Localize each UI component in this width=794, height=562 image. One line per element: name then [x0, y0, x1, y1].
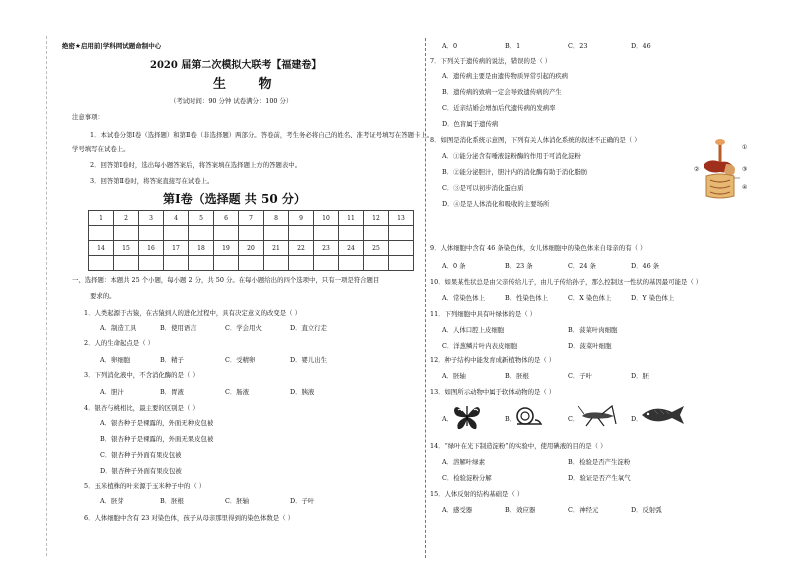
option[interactable]: B．②能分泌胆汁，胆汁内的消化酶有助于消化脂肪 [442, 168, 588, 176]
diagram-label: ③ [742, 166, 748, 173]
note-2: 2．回答第Ⅰ卷时，选出每小题答案后，将答案填在选择题上方的答题表中。 [90, 161, 302, 169]
option[interactable]: D．色盲属于遗传病 [442, 120, 499, 128]
option[interactable]: D．反射弧 [631, 506, 662, 514]
option[interactable]: B．胚根 [505, 372, 529, 380]
option[interactable]: D．胰液 [290, 388, 315, 396]
option[interactable]: C．23 [568, 42, 588, 50]
option[interactable]: D．胚 [631, 372, 649, 380]
section-title: 第Ⅰ卷（选择题 共 50 分） [163, 192, 306, 206]
question-stem: 15．人体反射的结构基础是（ ） [430, 490, 524, 498]
option[interactable]: B．胚根 [160, 497, 184, 505]
question-stem: 10．如果某性状总是由父亲传给儿子，由儿子传给孙子，那么控制这一性状的基因最可能是（ ） [430, 278, 703, 286]
answer-cell[interactable] [264, 226, 289, 241]
option[interactable]: B．效应器 [505, 506, 536, 514]
option[interactable]: C． [568, 415, 580, 423]
grid-cell: 13 [389, 211, 414, 226]
grid-cell: 3 [139, 211, 164, 226]
question-stem: 3．下列消化液中，不含消化酶的是（ ） [84, 371, 199, 379]
answer-cell[interactable] [339, 256, 364, 271]
option[interactable]: A．0 条 [442, 262, 466, 270]
instructions-cont: 要求的。 [90, 292, 116, 300]
answer-cell[interactable] [339, 226, 364, 241]
diagram-label: ① [742, 144, 748, 151]
option[interactable]: B．遗传病的致病一定会导致遗传病的产生 [442, 88, 562, 96]
butterfly-image [452, 400, 482, 432]
answer-cell[interactable] [389, 226, 414, 241]
answer-cell[interactable] [114, 256, 139, 271]
binding-line [46, 36, 47, 556]
question-stem: 1．人类起源于古猿，在古猿到人的进化过程中，具有决定意义的改变是（ ） [84, 309, 301, 317]
option[interactable]: B．使用语言 [160, 324, 197, 332]
option[interactable]: C．③是可以初步消化蛋白质 [442, 184, 524, 192]
option[interactable]: D．直立行走 [290, 324, 328, 332]
grid-cell: 7 [239, 211, 264, 226]
grid-cell: 20 [239, 241, 264, 256]
option[interactable]: A．胆汁 [100, 388, 124, 396]
note-1-cont: 学号填写在试卷上。 [72, 145, 130, 153]
option[interactable]: A．遗传病主要是由遗传物质异常引起的疾病 [442, 72, 569, 80]
answer-cell[interactable] [214, 226, 239, 241]
option[interactable]: C．肠液 [225, 388, 250, 396]
option[interactable]: C．检验淀粉分解 [442, 474, 492, 482]
option[interactable]: A．0 [442, 42, 458, 50]
option[interactable]: A． [442, 415, 454, 423]
question-stem: 5．玉米植株的叶来源于玉米种子中的（ ） [84, 482, 206, 490]
option[interactable]: B．检验是否产生淀粉 [568, 458, 631, 466]
answer-cell[interactable] [89, 256, 114, 271]
answer-cell[interactable] [164, 256, 189, 271]
option[interactable]: C．近亲结婚会增加后代遗传病的发病率 [442, 104, 556, 112]
answer-cell[interactable] [139, 226, 164, 241]
option[interactable]: C．X 染色体上 [568, 294, 612, 302]
option[interactable]: A．胚芽 [100, 497, 124, 505]
answer-cell[interactable] [314, 256, 339, 271]
fish-image [640, 404, 686, 426]
grid-cell: 1 [89, 211, 114, 226]
grid-cell: 23 [314, 241, 339, 256]
instructions: 一、选择题：本题共 25 个小题，每小题 2 分，共 50 分。在每小题给出的四个选项中，只有一项是符合题目 [72, 276, 380, 284]
answer-cell[interactable] [214, 256, 239, 271]
question-stem: 12．种子结构中能发育成新植物体的是（ ） [430, 356, 556, 364]
grid-cell: 12 [364, 211, 389, 226]
answer-cell[interactable] [239, 226, 264, 241]
grid-cell: 16 [139, 241, 164, 256]
question-stem: 9．人体细胞中含有 46 条染色体，女儿体细胞中的染色体来自母亲的有（ ） [430, 244, 647, 252]
option[interactable]: A．溶解叶绿素 [442, 458, 485, 466]
grid-cell: 21 [264, 241, 289, 256]
grid-cell: 5 [189, 211, 214, 226]
column-divider [425, 38, 426, 558]
option[interactable]: A．常染色体上 [442, 294, 485, 302]
answer-cell[interactable] [114, 226, 139, 241]
option[interactable]: C．银杏种子外面有果皮包被 [100, 451, 182, 459]
grid-cell: 19 [214, 241, 239, 256]
option[interactable]: C．受精卵 [225, 356, 256, 364]
option[interactable]: A．卵细胞 [100, 356, 131, 364]
question-stem: 7．下列关于遗传病的说法，错误的是（ ） [430, 57, 552, 65]
grid-cell: 15 [114, 241, 139, 256]
confidential-header: 绝密★启用前|学科网试题命制中心 [62, 42, 162, 50]
option[interactable]: B． [505, 415, 517, 423]
answer-cell[interactable] [389, 256, 414, 271]
note-1: 1．本试卷分第Ⅰ卷（选择题）和第Ⅱ卷（非选择题）两部分。答卷前，考生务必将自己的姓名、准考证号填写在答题卡上。 [90, 131, 434, 139]
option[interactable]: D．菠菜叶细胞 [568, 342, 612, 350]
grid-cell: 8 [264, 211, 289, 226]
answer-cell[interactable] [189, 256, 214, 271]
answer-cell[interactable] [364, 256, 389, 271]
option[interactable]: A．制造工具 [100, 324, 137, 332]
option[interactable]: D．银杏种子外面有果皮包被 [100, 467, 182, 475]
answer-cell[interactable] [289, 256, 314, 271]
answer-cell[interactable] [314, 226, 339, 241]
grid-cell: 4 [164, 211, 189, 226]
question-stem: 11．下列细胞中具有叶绿体的是（ ） [430, 310, 537, 318]
grid-cell: 24 [339, 241, 364, 256]
grid-cell: 14 [89, 241, 114, 256]
notes-title: 注意事项： [72, 113, 104, 121]
answer-cell[interactable] [189, 226, 214, 241]
option[interactable]: C．洋葱鳞片叶内表皮细胞 [442, 342, 518, 350]
grid-cell: 18 [189, 241, 214, 256]
subject-title: 生 物 [213, 77, 286, 92]
option[interactable]: D．子叶 [290, 497, 315, 505]
grasshopper-image [578, 404, 618, 428]
option[interactable]: C．子叶 [568, 372, 593, 380]
snail-image [515, 406, 543, 426]
answer-cell[interactable] [164, 226, 189, 241]
grid-cell: 10 [314, 211, 339, 226]
answer-cell[interactable] [239, 256, 264, 271]
option[interactable]: A．①能分泌含有唾液淀粉酶的作用于可消化淀粉 [442, 152, 581, 160]
option[interactable]: C．胚轴 [225, 497, 250, 505]
question-stem: 8．如图是消化系统示意图，下列有关人体消化系统的叙述不正确的是（ ） [430, 136, 641, 144]
option[interactable]: D．Y 染色体上 [631, 294, 675, 302]
option[interactable]: A．人体口腔上皮细胞 [442, 326, 505, 334]
option[interactable]: B．精子 [160, 356, 184, 364]
grid-cell: 6 [214, 211, 239, 226]
exam-info: （考试时间：90 分钟 试卷满分：100 分） [170, 97, 293, 105]
grid-cell: 17 [164, 241, 189, 256]
answer-cell[interactable] [89, 226, 114, 241]
option[interactable]: B．23 条 [505, 262, 533, 270]
question-stem: 4．银杏与桃相比，最主要的区别是（ ） [84, 404, 199, 412]
option[interactable]: D．验证是否产生氧气 [568, 474, 631, 482]
grid-cell: 25 [364, 241, 389, 256]
question-stem: 13．如图所示动物中属于软体动物的是（ ） [430, 388, 556, 396]
exam-title: 2020 届第二次模拟大联考【福建卷】 [150, 60, 322, 71]
option[interactable]: C．学会用火 [225, 324, 262, 332]
answer-cell[interactable] [289, 226, 314, 241]
grid-cell [389, 241, 414, 256]
option[interactable]: A．感受器 [442, 506, 473, 514]
diagram-label: ② [694, 166, 700, 173]
answer-cell[interactable] [139, 256, 164, 271]
option[interactable]: C．神经元 [568, 506, 599, 514]
option[interactable]: B．性染色体上 [505, 294, 549, 302]
answer-grid [88, 210, 414, 271]
option[interactable]: D． [631, 415, 643, 423]
answer-cell[interactable] [364, 226, 389, 241]
diagram-label: ④ [742, 184, 748, 191]
option[interactable]: A．胚轴 [442, 372, 466, 380]
grid-cell: 9 [289, 211, 314, 226]
question-stem: 6．人体细胞中含有 23 对染色体，孩子从母亲那里得到的染色体数是（ ） [84, 514, 295, 522]
option[interactable]: B．菠菜叶肉细胞 [568, 326, 618, 334]
option[interactable]: B．银杏种子是裸露的，外面无果皮包被 [100, 435, 214, 443]
option[interactable]: C．24 条 [568, 262, 596, 270]
option[interactable]: B．1 [505, 42, 521, 50]
option[interactable]: D．④是是人体消化和吸收的主要场所 [442, 200, 550, 208]
question-stem: 2．人的生命起点是（ ） [84, 339, 155, 347]
option[interactable]: B．胃液 [160, 388, 184, 396]
note-3: 3．回答第Ⅱ卷时，将答案直接写在试卷上。 [90, 177, 214, 185]
question-stem: 14．“绿叶在光下制造淀粉”的实验中，使用碘液的目的是（ ） [430, 442, 607, 450]
option[interactable]: D．46 [631, 42, 651, 50]
grid-cell: 22 [289, 241, 314, 256]
grid-cell: 2 [114, 211, 139, 226]
answer-cell[interactable] [264, 256, 289, 271]
option[interactable]: A．银杏种子是裸露的，外面无种皮包被 [100, 419, 214, 427]
option[interactable]: D．婴儿出生 [290, 356, 328, 364]
grid-cell: 11 [339, 211, 364, 226]
option[interactable]: D．46 条 [631, 262, 660, 270]
